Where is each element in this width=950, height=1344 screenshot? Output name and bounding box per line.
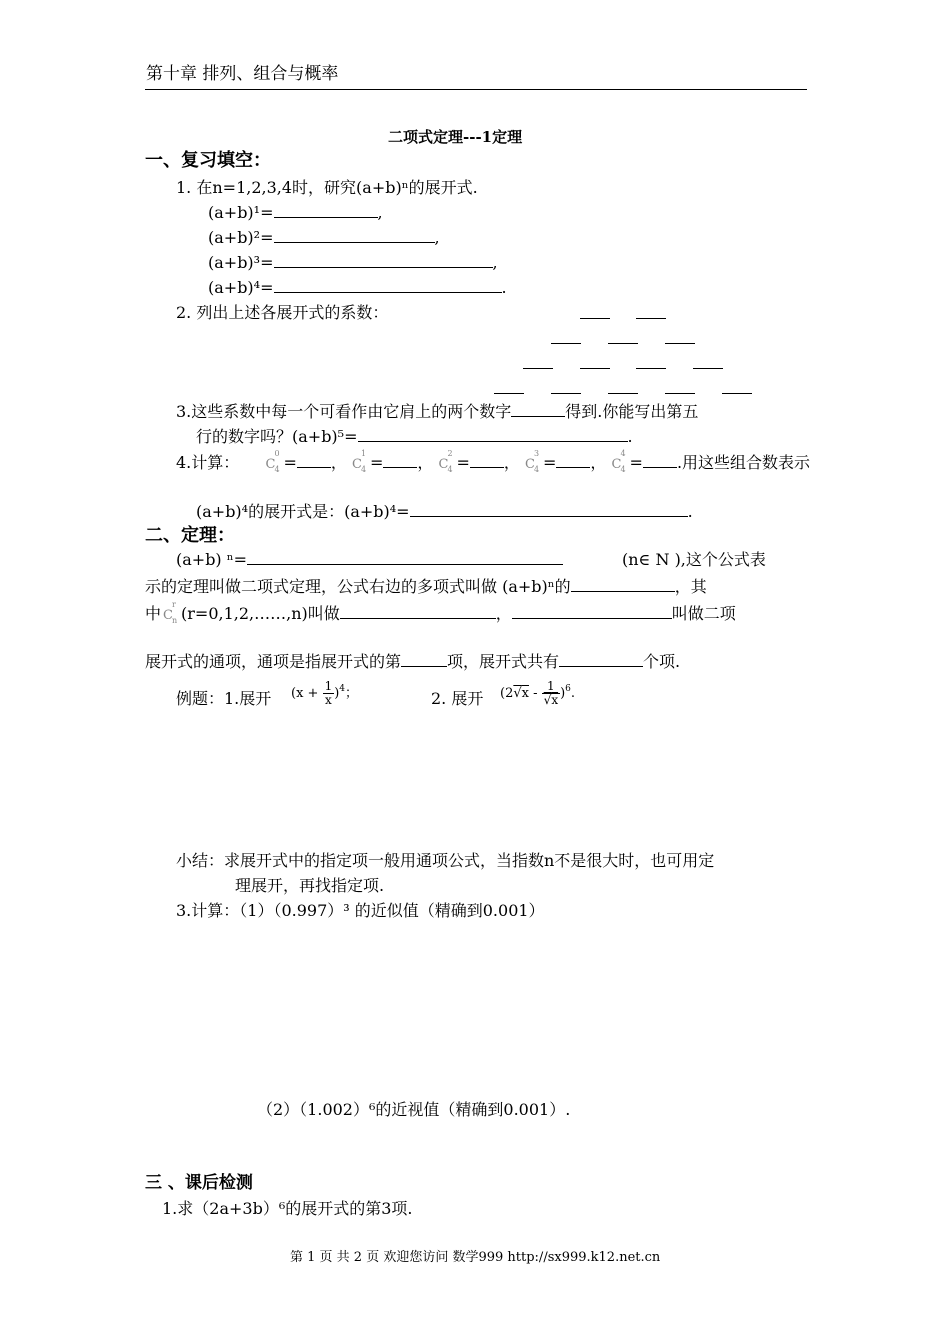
fill-blank[interactable] [643,453,677,468]
summary-line-2: 理展开，再找指定项. [235,876,385,895]
fraction: $\frac{1}{x}$ [324,679,333,708]
q1-expr-4: (a+b)⁴= [208,278,274,297]
theorem-line-2: 示的定理叫做二项式定理，公式右边的多项式叫做 (a+b)ⁿ的 ，其 [145,577,707,596]
triangle-blank[interactable] [608,343,638,344]
section1-heading: 一、复习填空： [145,150,271,171]
summary-line-1: 小结：求展开式中的指定项一般用通项公式，当指数n不是很大时，也可用定 [176,851,715,870]
fill-blank[interactable] [512,604,672,619]
triangle-blank[interactable] [608,393,638,394]
section2-heading: 二、定理： [145,525,235,546]
q4-line-2: (a+b)⁴的展开式是：(a+b)⁴= . [196,502,693,521]
triangle-blank[interactable] [722,393,752,394]
fill-blank[interactable] [470,453,504,468]
example-label: 例题：1.展开 [176,689,272,708]
triangle-blank[interactable] [580,318,610,319]
combination-symbol: C r n [163,600,178,625]
theorem-line-1: (a+b) ⁿ= [176,550,563,569]
calc-question-1: 3.计算：（1）（0.997）³ 的近似值（精确到0.001） [176,901,545,920]
triangle-blank[interactable] [636,318,666,319]
q1-line-3: (a+b)³= , [208,253,498,272]
q1-line-4: (a+b)⁴= . [208,278,507,297]
header-divider [145,89,807,90]
fill-blank[interactable] [247,550,563,565]
combination-symbol: C 4 4 [611,449,626,474]
combination-symbol: C 1 4 [351,449,367,474]
q1-text: 1. 在n=1,2,3,4时，研究(a+b)ⁿ的展开式. [176,178,478,197]
example-2-formula: (2√x - $\frac{1}{√x}$ )$^6$. [500,679,576,708]
triangle-blank[interactable] [580,368,610,369]
theorem-line-1-tail: (n∈ N ),这个公式表 [622,550,766,569]
sqrt: √x [513,686,529,702]
fill-blank[interactable] [559,652,643,667]
theorem-line-4: 展开式的通项，通项是指展开式的第 项，展开式共有 个项. [145,652,681,671]
fill-blank[interactable] [383,453,417,468]
fill-blank[interactable] [358,427,628,442]
q1-line-2: (a+b)²= , [208,228,440,247]
section3-q1: 1.求（2a+3b）⁶的展开式的第3项. [162,1199,413,1218]
theorem-line-3: 中 C r n (r=0,1,2,……,n)叫做 ， 叫做二项 [145,600,736,625]
page-footer: 第 1 页 共 2 页 欢迎您访问 数学999 http://sx999.k12.net.cn [290,1250,661,1265]
q1-line-1: (a+b)¹= , [208,203,383,222]
q4-line-1: 4.计算： C 0 4 = ， C 1 4 = ， C 2 4 = ， C 3 4 = ， C 4 4 = .用这些组合数表示 [176,449,811,474]
triangle-blank[interactable] [693,368,723,369]
q2-text: 2. 列出上述各展开式的系数： [176,303,389,322]
fill-blank[interactable] [410,502,688,517]
triangle-blank[interactable] [551,393,581,394]
section3-heading: 三 、课后检测 [145,1173,253,1193]
fraction: $\frac{1}{√x}$ [543,679,559,708]
example-1-formula: (x + $\frac{1}{x}$ )$^4$； [291,679,359,708]
fill-blank[interactable] [297,453,331,468]
example-2-label: 2. 展开 [431,689,484,708]
combination-symbol: C 2 4 [438,449,453,474]
triangle-blank[interactable] [636,368,666,369]
calc-question-2: （2）（1.002）⁶的近视值（精确到0.001）. [257,1100,571,1119]
fill-blank[interactable] [274,228,435,243]
triangle-blank[interactable] [665,343,695,344]
fill-blank[interactable] [556,453,590,468]
chapter-header: 第十章 排列、组合与概率 [146,64,339,84]
combination-symbol: C 0 4 [265,449,280,474]
triangle-blank[interactable] [523,368,553,369]
fill-blank[interactable] [511,402,565,417]
q1-expr-3: (a+b)³= [208,253,274,272]
fill-blank[interactable] [274,203,378,218]
fill-blank[interactable] [274,278,502,293]
triangle-blank[interactable] [494,393,524,394]
q3-line-1: 3.这些系数中每一个可看作由它肩上的两个数字 得到.你能写出第五 [176,402,699,421]
fill-blank[interactable] [401,652,447,667]
triangle-blank[interactable] [665,393,695,394]
q1-expr-1: (a+b)¹= [208,203,274,222]
fill-blank[interactable] [571,577,675,592]
triangle-blank[interactable] [551,343,581,344]
page-title: 二项式定理---1定理 [388,128,523,146]
q1-expr-2: (a+b)²= [208,228,274,247]
combination-symbol: C 3 4 [525,449,540,474]
fill-blank[interactable] [340,604,496,619]
fill-blank[interactable] [274,253,493,268]
q3-line-2: 行的数字吗？(a+b)⁵= . [196,427,633,446]
